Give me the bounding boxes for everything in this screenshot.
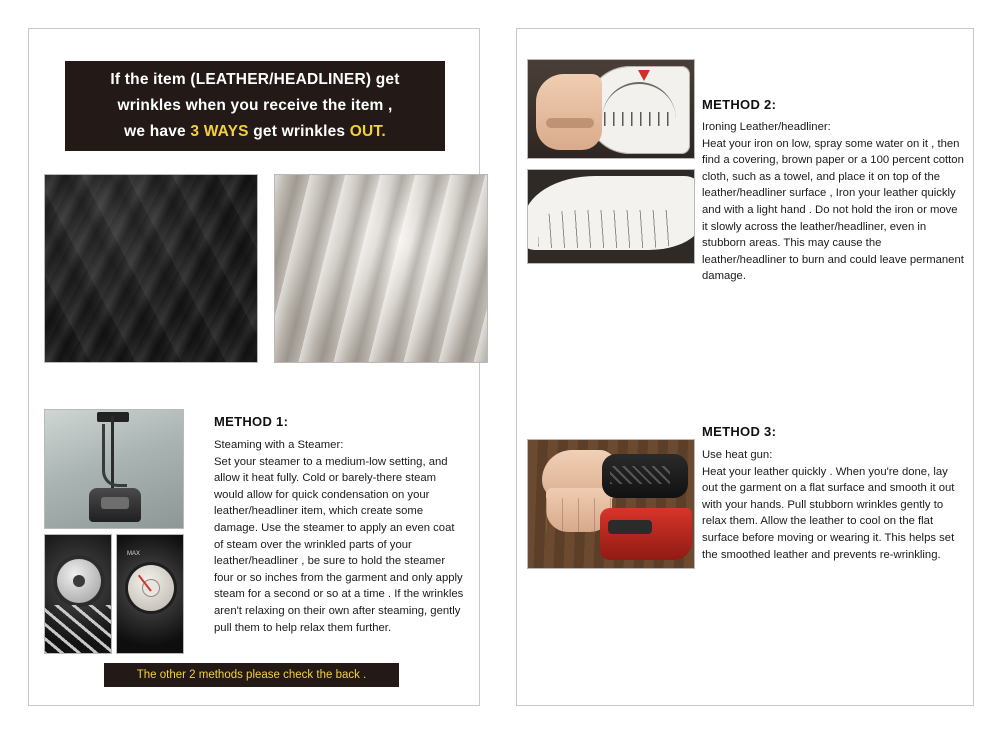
cloth-fold-lines xyxy=(538,210,678,248)
banner-line3-middle: get wrinkles xyxy=(248,123,350,140)
method2-body: Heat your iron on low, spray some water on it , then find a covering, brown paper or a 100 percent cotton cloth, such as a towel, and place it on top of the leather/headliner surface , Iron your leather quickly and with a light hand . Do not hold the iron or move it slowly across the leather/headliner, even in stubborn areas. This may cause the leather/headliner to burn and could leave permanent damage. xyxy=(702,137,964,283)
iron-setting-marker-icon xyxy=(638,70,650,81)
banner-line-3 xyxy=(124,119,386,145)
steamer-nozzle-ring xyxy=(57,559,101,603)
left-panel xyxy=(28,28,480,706)
illustration-iron-dial xyxy=(527,59,695,159)
method3-subhead: Use heat gun: xyxy=(702,449,773,461)
method1-title: METHOD 1: xyxy=(214,414,289,429)
cloth-sheet xyxy=(527,176,695,250)
banner-line3-prefix: we have xyxy=(124,123,191,140)
dial-label: MAX xyxy=(127,551,141,557)
method3-title: METHOD 3: xyxy=(702,424,777,439)
method1-subhead: Steaming with a Steamer: xyxy=(214,439,344,451)
photo-wrinkled-black-leather xyxy=(44,174,258,363)
method2-title: METHOD 2: xyxy=(702,97,777,112)
method2-subhead: Ironing Leather/headliner: xyxy=(702,121,831,133)
method1-body: Set your steamer to a medium-low setting, and allow it heat fully. Cold or barely-there steam would allow for quick condensation on your leather/headliner item, which create some damage. Use the steamer to apply an even coat of steam over the wrinkled parts of your leather/headliner , be sure to hold the steamer four or so inches from the garment and only apply steam for a second or so at a time . If the wrinkles aren't relaxing on their own after steaming, gently pull them to help relax them further. xyxy=(214,455,464,634)
illustration-heat-gun xyxy=(527,439,695,569)
heat-gun-body xyxy=(600,508,692,560)
illustration-cotton-cloth xyxy=(527,169,695,264)
heat-gun-nozzle xyxy=(608,520,652,534)
arm-with-glove xyxy=(602,454,688,498)
right-panel xyxy=(516,28,974,706)
method2-text xyxy=(702,119,964,285)
banner-highlight-out: OUT. xyxy=(349,123,386,140)
banner-line-2: wrinkles when you receive the item , xyxy=(117,97,393,114)
photo-steamer-dial xyxy=(116,534,184,654)
method3-text xyxy=(702,447,960,563)
method1-text xyxy=(214,437,466,636)
photo-wrinkled-gray-headliner xyxy=(274,174,488,363)
method3-body: Heat your leather quickly . When you're done, lay out the garment on a flat surface and smooth it out with your hands. Pull stubborn wrinkles gently to relax them. Allow the leather to cool on the flat surface before moving or wearing it. This helps set the smoothed leather and prevents re-wrinkling. xyxy=(702,465,955,561)
headline-banner xyxy=(65,61,445,151)
iron-dial-ticks xyxy=(604,112,674,126)
dial-face xyxy=(128,565,174,611)
steamer-hose xyxy=(102,424,127,487)
photo-garment-steamer xyxy=(44,409,184,529)
banner-line-1: If the item (LEATHER/HEADLINER) get xyxy=(110,71,400,88)
photo-steamer-nozzle xyxy=(44,534,112,654)
hand-holding-iron xyxy=(536,74,602,150)
banner-highlight-3ways: 3 WAYS xyxy=(190,123,249,140)
steamer-cord xyxy=(45,605,112,654)
steamer-base xyxy=(89,488,141,522)
footer-note: The other 2 methods please check the back . xyxy=(104,663,399,687)
